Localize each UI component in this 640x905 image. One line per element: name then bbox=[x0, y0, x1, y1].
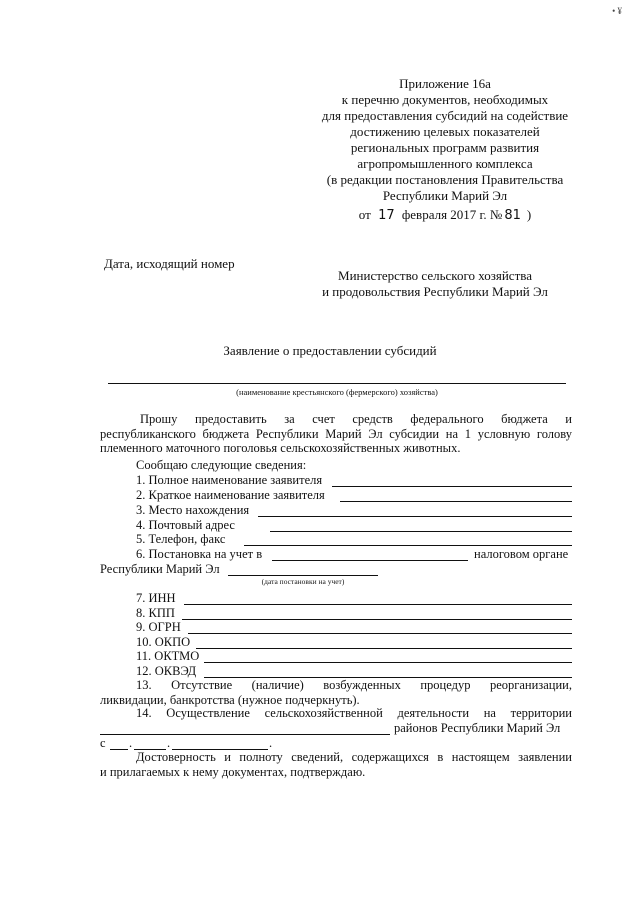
label-ogrn: 9. ОГРН bbox=[136, 620, 181, 634]
label-tax-registration: 6. Постановка на учет в bbox=[136, 547, 263, 561]
location-field[interactable] bbox=[258, 516, 572, 517]
label-phone-fax: 5. Телефон, факс bbox=[136, 532, 226, 546]
appendix-line: к перечню документов, необходимых bbox=[341, 92, 549, 107]
label-full-name: 1. Полное наименование заявителя bbox=[136, 473, 323, 487]
label-location: 3. Место нахождения bbox=[136, 503, 250, 517]
oktmo-field[interactable] bbox=[204, 662, 572, 663]
label-republic: Республики Марий Эл bbox=[100, 562, 220, 576]
okpo-field[interactable] bbox=[196, 648, 572, 649]
sender-date-number-label: Дата, исходящий номер bbox=[104, 256, 235, 271]
appendix-line: Приложение 16а bbox=[399, 76, 491, 91]
scan-marks: • ¥ bbox=[612, 6, 622, 16]
appendix-line: региональных программ развития bbox=[350, 140, 540, 155]
handwritten-day: 17 bbox=[378, 208, 395, 223]
label-okpo: 10. ОКПО bbox=[136, 635, 191, 649]
handwritten-number: 81 bbox=[504, 208, 521, 223]
label-activity-since: с bbox=[100, 736, 106, 750]
appendix-block bbox=[290, 76, 600, 224]
inn-field[interactable] bbox=[184, 604, 572, 605]
appendix-line: достижению целевых показателей bbox=[350, 124, 540, 139]
short-name-field[interactable] bbox=[340, 501, 572, 502]
phone-fax-field[interactable] bbox=[244, 545, 572, 546]
farm-name-field[interactable] bbox=[108, 383, 566, 384]
recipient-line: Министерство сельского хозяйства bbox=[338, 268, 532, 283]
label-oktmo: 11. ОКТМО bbox=[136, 649, 200, 663]
label-districts: районов Республики Марий Эл bbox=[394, 721, 561, 735]
document-title: Заявление о предоставлении субсидий bbox=[223, 343, 437, 358]
appendix-line: для предоставления субсидий на содействие bbox=[321, 108, 569, 123]
registration-date-field[interactable] bbox=[228, 575, 378, 576]
info-intro: Сообщаю следующие сведения: bbox=[136, 458, 307, 472]
label-short-name: 2. Краткое наименование заявителя bbox=[136, 488, 325, 502]
appendix-date-line: от 17 февраля 2017 г. № 81 ) bbox=[358, 207, 532, 223]
appendix-line: (в редакции постановления Правительства bbox=[326, 172, 564, 187]
kpp-field[interactable] bbox=[182, 619, 572, 620]
label-okved: 12. ОКВЭД bbox=[136, 664, 197, 678]
label-inn: 7. ИНН bbox=[136, 591, 176, 605]
recipient-line: и продовольствия Республики Марий Эл bbox=[322, 284, 548, 299]
tax-registration-field[interactable] bbox=[272, 560, 468, 561]
confirmation-paragraph: Достоверность и полноту сведений, содержащихся в настоящем заявлении и прилагаемых к нему документах, подтверждаю. bbox=[100, 750, 572, 779]
bankruptcy-status-paragraph[interactable]: 13. Отсутствие (наличие) возбужденных процедур реорганизации, ликвидации, банкротства (нужное подчеркнуть). bbox=[100, 678, 572, 707]
farm-name-caption: (наименование крестьянского (фермерского) хозяйства) bbox=[236, 387, 438, 397]
registration-date-caption: (дата постановки на учет) bbox=[261, 577, 345, 586]
label-tax-authority: налоговом органе bbox=[474, 547, 569, 561]
appendix-line: агропромышленного комплекса bbox=[357, 156, 533, 171]
request-paragraph: Прошу предоставить за счет средств федерального бюджета и республиканского бюджета Республики Марий Эл субсидии на 1 условную голову племенного маточного поголовья сельскохозяйственных животных. bbox=[100, 412, 572, 456]
postal-address-field[interactable] bbox=[270, 531, 572, 532]
full-name-field[interactable] bbox=[332, 486, 572, 487]
label-kpp: 8. КПП bbox=[136, 606, 175, 620]
document-page: • ¥ Приложение 16а к перечню документов, необходимых для предоставления субсидий на содействие достижению целевых показателей региональных программ развития агропромышленного комплекса (в редакции постановления Правительства Республики Марий Эл от 17 февраля 2017 г. № 81 ) Дата, исходящий номер Министерство сельского хозяйства и продовольствия Республики Марий Эл Заявление о предоставлении субсидий (наименование крестьянского (фермерского) хозяйства) Прошу предоставить за счет средств федерального бюджета и республиканского бюджета Республики Марий Эл субсидии на 1 условную голову племенного маточного поголовья сельскохозяйственных животных. Сообщаю следующие сведения: 1. Полное наименование заявителя 2. Краткое наименование заявителя 3. Место нахождения 4. Почтовый адрес 5. Телефон, факс 6. Постановка на учет в налоговом органе Республики Марий Эл (дата постановки на учет) 7. ИНН 8. КПП 9. ОГРН 10. ОКПО 11. ОКТМО 12. ОКВЭД 13. Отсутствие (наличие) возбужденных процедур реорганизации, ликвидации, банкротства (нужное подчеркнуть). 14. Осуществление сельскохозяйственной деятельности на территории районов Республики Марий Эл с . . . Достоверность и полноту сведений, содержащихся в настоящем заявлении и прилагаемых к нему документах, подтверждаю. bbox=[100, 6, 622, 779]
districts-field[interactable] bbox=[100, 734, 390, 735]
ogrn-field[interactable] bbox=[188, 633, 572, 634]
label-postal-address: 4. Почтовый адрес bbox=[136, 518, 235, 532]
activity-territory-paragraph: 14. Осуществление сельскохозяйственной деятельности на территории bbox=[136, 706, 572, 720]
recipient-block bbox=[300, 268, 570, 300]
appendix-line: Республики Марий Эл bbox=[382, 188, 508, 203]
